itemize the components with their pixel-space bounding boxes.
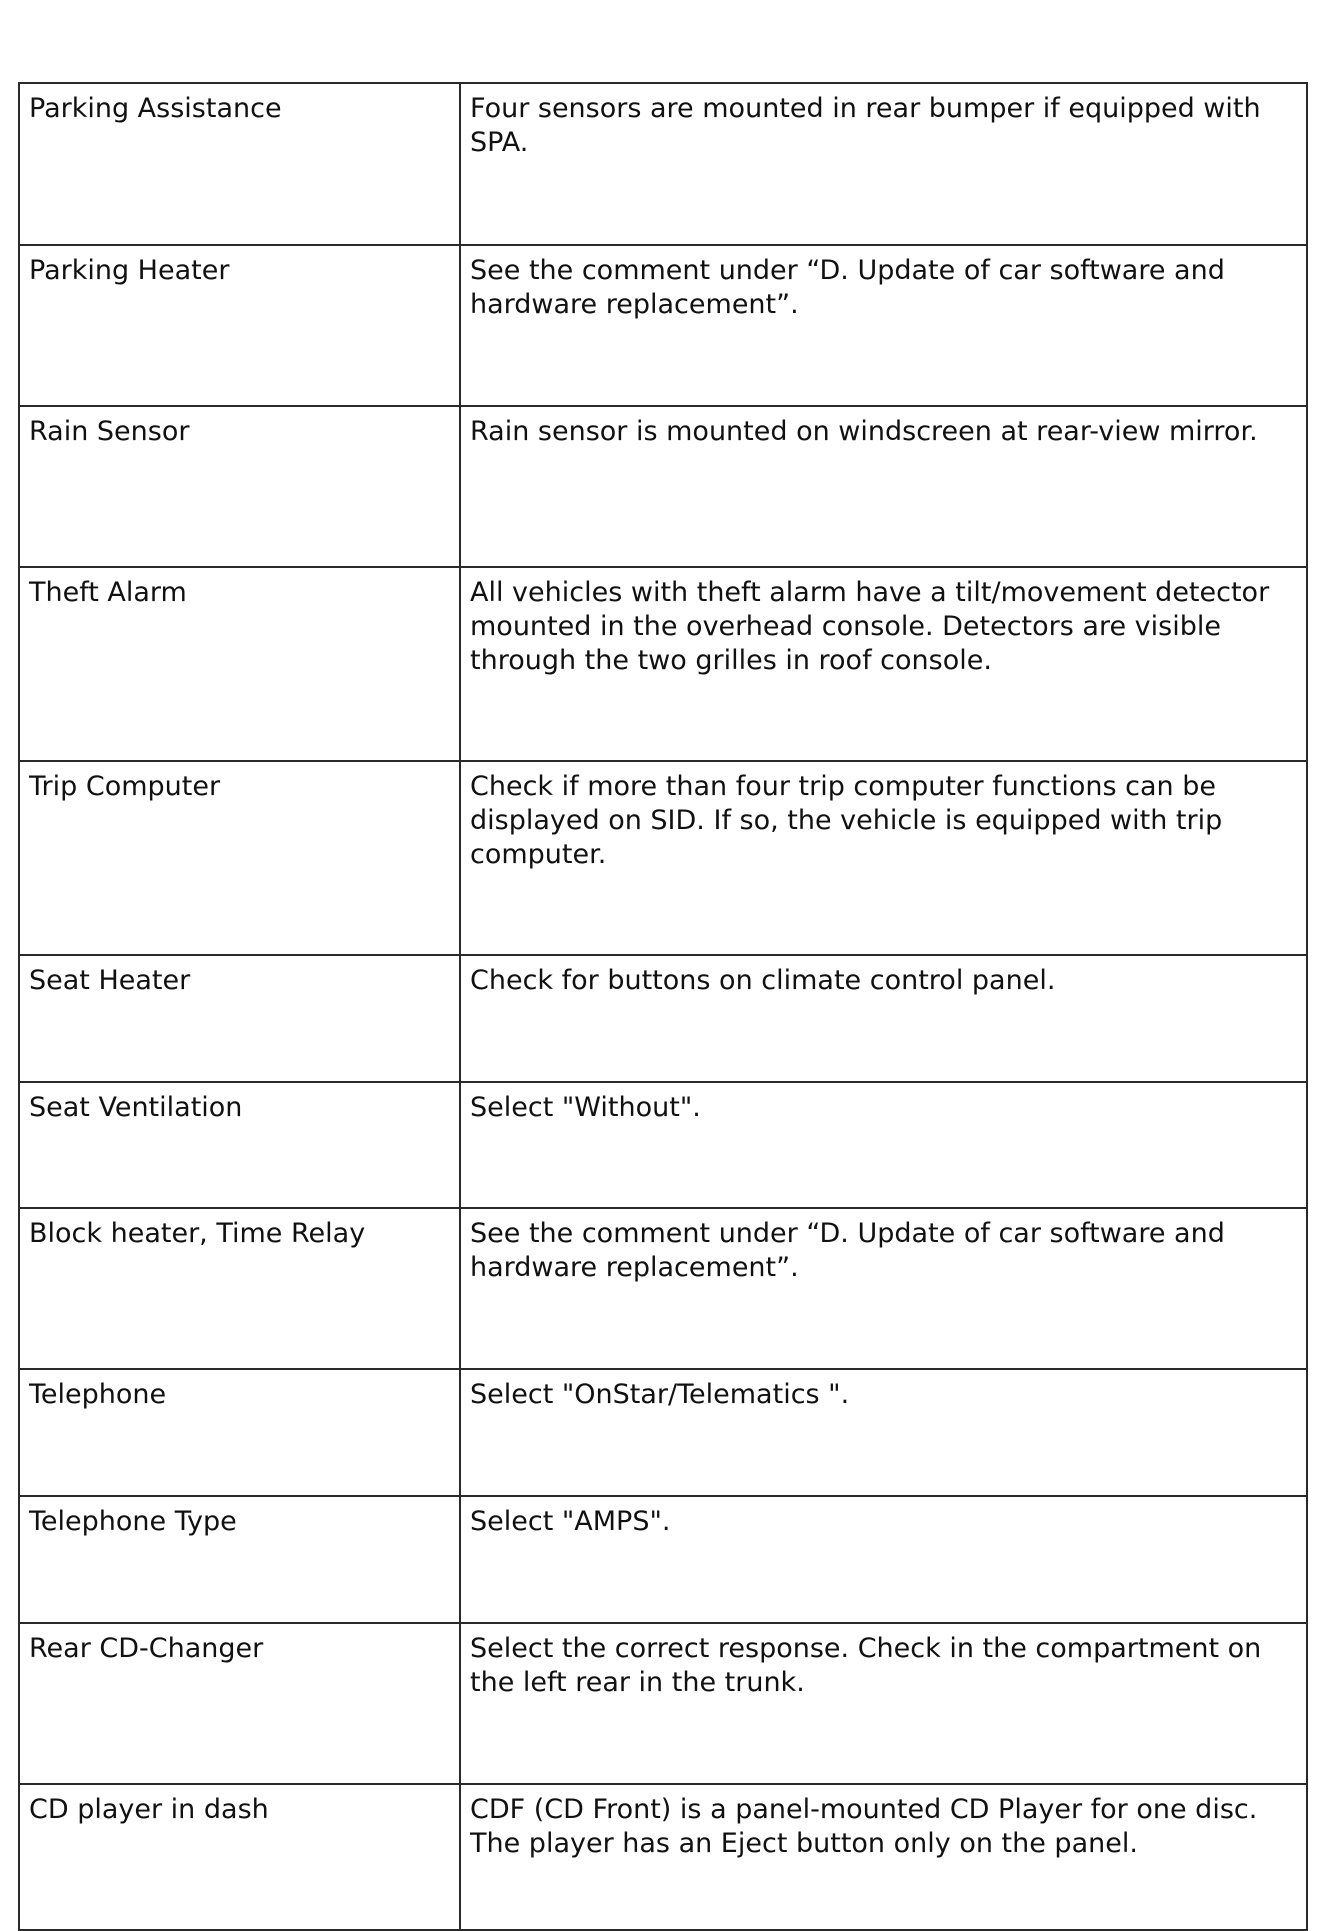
feature-cell: Telephone	[19, 1369, 460, 1496]
table-row	[19, 1623, 1307, 1784]
table-row	[19, 1784, 1307, 1930]
feature-table	[18, 82, 1308, 1931]
description-cell: See the comment under “D. Update of car software and hardware replacement”.	[460, 1208, 1307, 1369]
table-row	[19, 1208, 1307, 1369]
description-cell: CDF (CD Front) is a panel-mounted CD Player for one disc. The player has an Eject button only on the panel.	[460, 1784, 1307, 1930]
description-cell: Select "Without".	[460, 1082, 1307, 1208]
table-row	[19, 245, 1307, 406]
description-cell: See the comment under “D. Update of car software and hardware replacement”.	[460, 245, 1307, 406]
feature-cell: Telephone Type	[19, 1496, 460, 1623]
description-cell: All vehicles with theft alarm have a tilt/movement detector mounted in the overhead console. Detectors are visible through the two grilles in roof console.	[460, 567, 1307, 761]
feature-cell: Trip Computer	[19, 761, 460, 955]
feature-cell: Parking Heater	[19, 245, 460, 406]
table-row	[19, 567, 1307, 761]
description-cell: Check if more than four trip computer functions can be displayed on SID. If so, the vehicle is equipped with trip computer.	[460, 761, 1307, 955]
description-cell: Rain sensor is mounted on windscreen at rear-view mirror.	[460, 406, 1307, 567]
description-cell: Select the correct response. Check in the compartment on the left rear in the trunk.	[460, 1623, 1307, 1784]
description-cell: Select "OnStar/Telematics ".	[460, 1369, 1307, 1496]
table-row	[19, 83, 1307, 245]
table-row	[19, 955, 1307, 1082]
feature-table-body	[19, 83, 1307, 1930]
feature-cell: Block heater, Time Relay	[19, 1208, 460, 1369]
table-row	[19, 1496, 1307, 1623]
feature-cell: Seat Ventilation	[19, 1082, 460, 1208]
table-row	[19, 406, 1307, 567]
table-row	[19, 1369, 1307, 1496]
feature-cell: Parking Assistance	[19, 83, 460, 245]
feature-cell: Seat Heater	[19, 955, 460, 1082]
feature-cell: Rain Sensor	[19, 406, 460, 567]
feature-cell: Theft Alarm	[19, 567, 460, 761]
description-cell: Four sensors are mounted in rear bumper if equipped with SPA.	[460, 83, 1307, 245]
table-row	[19, 761, 1307, 955]
feature-cell: Rear CD-Changer	[19, 1623, 460, 1784]
description-cell: Check for buttons on climate control panel.	[460, 955, 1307, 1082]
table-row	[19, 1082, 1307, 1208]
description-cell: Select "AMPS".	[460, 1496, 1307, 1623]
feature-cell: CD player in dash	[19, 1784, 460, 1930]
